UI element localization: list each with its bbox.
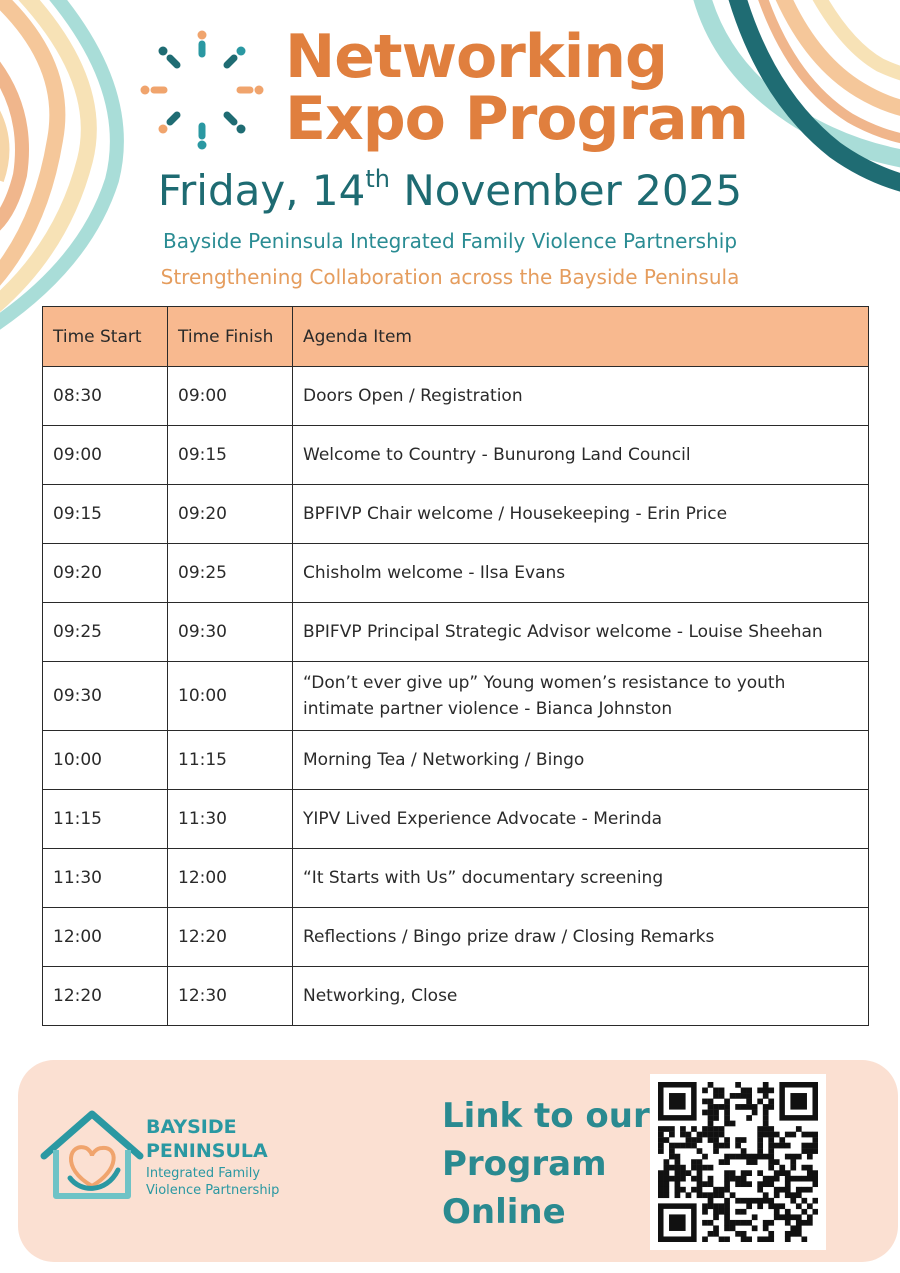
page-title — [285, 22, 749, 154]
house-heart-logo-icon — [40, 1108, 144, 1204]
title-line-1: Networking — [285, 22, 667, 92]
time-finish: 09:25 — [168, 544, 293, 603]
agenda-header-row — [43, 307, 869, 367]
qr-code-pattern — [658, 1082, 818, 1242]
column-header-time-start: Time Start — [43, 307, 168, 367]
brand-name-line-3: Integrated Family — [146, 1166, 261, 1181]
agenda-item: BPIFVP Principal Strategic Advisor welcome - Louise Sheehan — [293, 603, 869, 662]
time-finish: 09:30 — [168, 603, 293, 662]
event-date — [0, 164, 900, 218]
table-row — [43, 908, 869, 967]
time-finish: 09:00 — [168, 367, 293, 426]
date-prefix: Friday, 14 — [157, 166, 366, 215]
people-ring-logo — [140, 28, 264, 152]
brand-name-line-1: BAYSIDE — [146, 1116, 237, 1138]
table-row — [43, 426, 869, 485]
time-start: 09:00 — [43, 426, 168, 485]
agenda-item — [293, 662, 869, 731]
time-start: 12:00 — [43, 908, 168, 967]
cta-line-3: Online — [442, 1192, 566, 1232]
tagline: Strengthening Collaboration across the Bayside Peninsula — [160, 265, 740, 289]
table-row — [43, 662, 869, 731]
table-row — [43, 967, 869, 1026]
time-start: 11:30 — [43, 849, 168, 908]
program-online-link[interactable] — [442, 1092, 652, 1236]
date-ordinal: th — [365, 165, 390, 193]
time-finish: 09:20 — [168, 485, 293, 544]
agenda-item: Networking, Close — [293, 967, 869, 1026]
agenda-item-line-1: “Don’t ever give up” Young women’s resistance to youth — [303, 673, 786, 693]
cta-line-1: Link to our — [442, 1096, 650, 1136]
agenda-item: “It Starts with Us” documentary screening — [293, 849, 869, 908]
brand-name-line-4: Violence Partnership — [146, 1183, 280, 1198]
table-row — [43, 485, 869, 544]
column-header-time-finish: Time Finish — [168, 307, 293, 367]
brand-name-line-2: PENINSULA — [146, 1140, 268, 1162]
agenda-item: BPFIVP Chair welcome / Housekeeping - Erin Price — [293, 485, 869, 544]
time-start: 11:15 — [43, 790, 168, 849]
date-suffix: November 2025 — [389, 166, 743, 215]
table-row — [43, 367, 869, 426]
time-start: 10:00 — [43, 731, 168, 790]
time-finish: 12:00 — [168, 849, 293, 908]
time-finish: 12:20 — [168, 908, 293, 967]
agenda-item-line-2: intimate partner violence - Bianca Johnston — [303, 699, 673, 719]
agenda-item: YIPV Lived Experience Advocate - Merinda — [293, 790, 869, 849]
title-line-2: Expo Program — [285, 84, 749, 154]
time-start: 12:20 — [43, 967, 168, 1026]
table-row — [43, 849, 869, 908]
table-row — [43, 731, 869, 790]
organisation-name: Bayside Peninsula Integrated Family Violence Partnership — [162, 229, 738, 253]
table-row — [43, 603, 869, 662]
time-start: 08:30 — [43, 367, 168, 426]
time-finish: 09:15 — [168, 426, 293, 485]
agenda-item: Welcome to Country - Bunurong Land Council — [293, 426, 869, 485]
cta-line-2: Program — [442, 1144, 607, 1184]
time-start: 09:30 — [43, 662, 168, 731]
time-finish: 11:15 — [168, 731, 293, 790]
agenda-item: Reflections / Bingo prize draw / Closing Remarks — [293, 908, 869, 967]
time-finish: 12:30 — [168, 967, 293, 1026]
column-header-agenda-item: Agenda Item — [293, 307, 869, 367]
agenda-table — [42, 306, 869, 1026]
agenda-item: Chisholm welcome - Ilsa Evans — [293, 544, 869, 603]
time-finish: 10:00 — [168, 662, 293, 731]
table-row — [43, 790, 869, 849]
time-start: 09:20 — [43, 544, 168, 603]
qr-code[interactable] — [650, 1074, 826, 1250]
table-row — [43, 544, 869, 603]
time-start: 09:15 — [43, 485, 168, 544]
agenda-item: Morning Tea / Networking / Bingo — [293, 731, 869, 790]
time-finish: 11:30 — [168, 790, 293, 849]
time-start: 09:25 — [43, 603, 168, 662]
agenda-item: Doors Open / Registration — [293, 367, 869, 426]
